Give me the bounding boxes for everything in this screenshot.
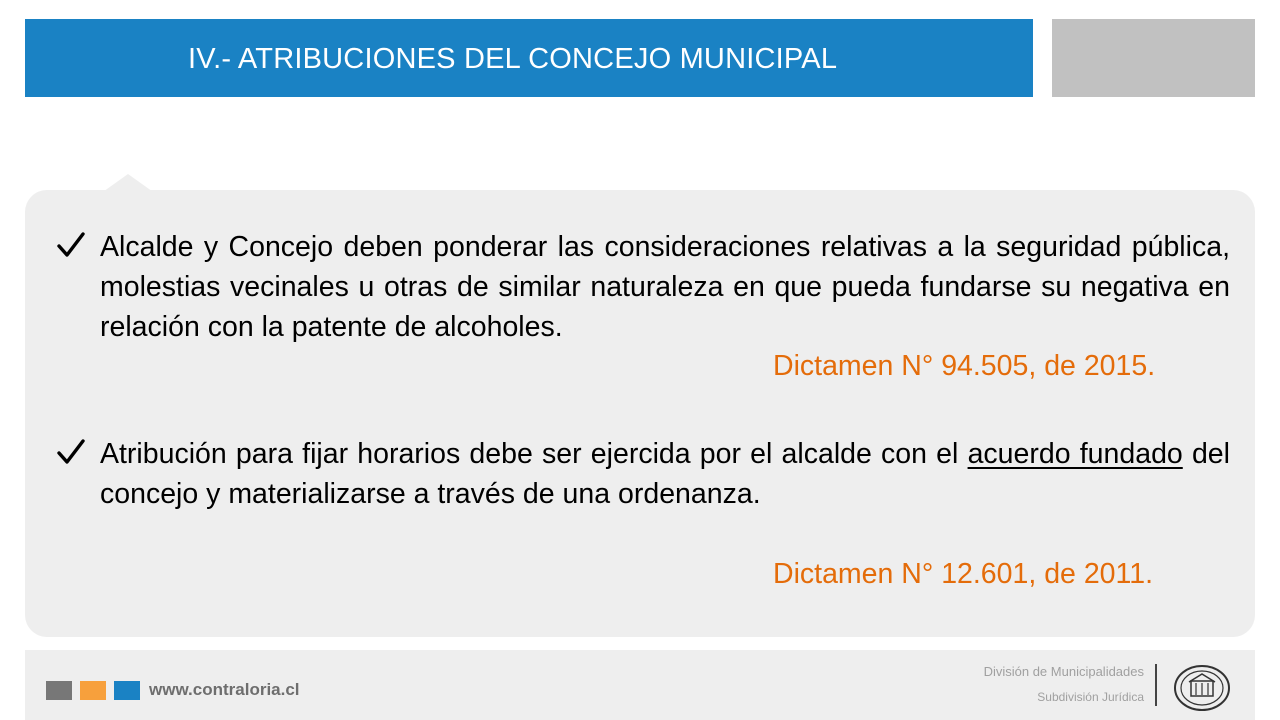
checkmark-icon <box>56 438 86 466</box>
footer-square-gray <box>46 681 72 700</box>
bullet-item-1 <box>56 227 1230 347</box>
subdivision-label: Subdivisión Jurídica <box>1037 690 1144 704</box>
dictamen-reference-2: Dictamen N° 12.601, de 2011. <box>773 558 1154 590</box>
slide-title: IV.- ATRIBUCIONES DEL CONCEJO MUNICIPAL <box>188 43 838 75</box>
footer-square-blue <box>114 681 140 700</box>
checkmark-icon <box>56 231 86 259</box>
bullet-text-2 <box>100 434 1230 514</box>
bullet-text-1: Alcalde y Concejo deben ponderar las consideraciones relativas a la seguridad pública, molestias vecinales u otras de similar naturaleza en que pueda fundarse su negativa en relación con la patente de alcoholes. <box>100 231 1230 343</box>
contraloria-seal-icon <box>1172 663 1232 713</box>
header-accent-block <box>1052 19 1255 97</box>
bullet-item-2 <box>56 434 1230 514</box>
division-label: División de Municipalidades <box>983 664 1144 679</box>
underlined-phrase: acuerdo fundado <box>967 438 1183 470</box>
dictamen-reference-1: Dictamen N° 94.505, de 2015. <box>773 350 1156 382</box>
footer-square-orange <box>80 681 106 700</box>
bullet-text-2-part-2: del concejo y materializarse a través de una ordenanza. <box>100 438 1230 510</box>
website-link[interactable]: www.contraloria.cl <box>149 680 300 699</box>
bullet-text-2-part-1: Atribución para fijar horarios debe ser ejercida por el alcalde con el <box>100 438 968 470</box>
footer-divider <box>1155 664 1157 706</box>
